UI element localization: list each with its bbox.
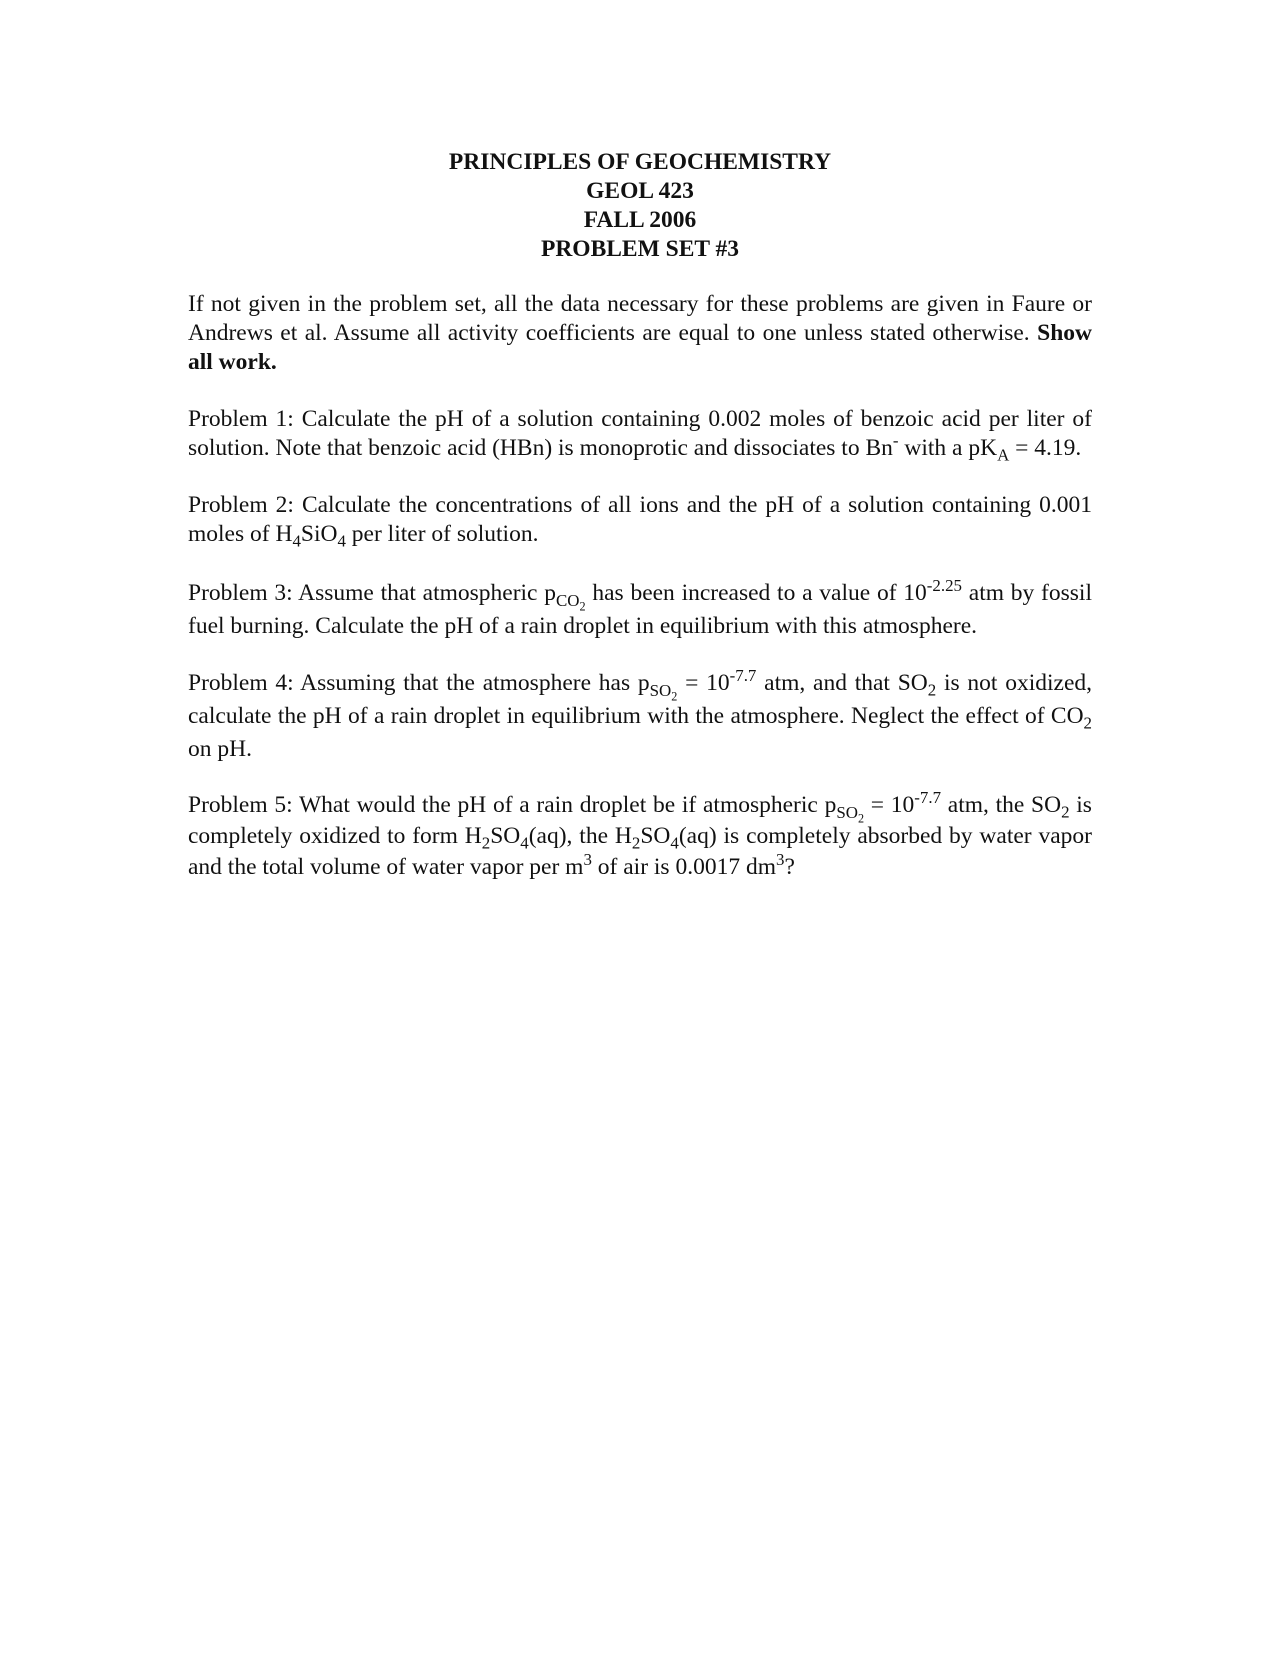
instructions-bold: Show all work. bbox=[188, 320, 1092, 375]
problem-4-sub-so bbox=[649, 680, 678, 704]
problem-4-text-b: = 10 bbox=[677, 670, 730, 696]
problem-2-text-a: Problem 2: Calculate the concentrations of all ions and the pH of a solution containing 0.001 moles of H bbox=[188, 492, 1092, 547]
problem-5-text-e: SO bbox=[490, 823, 521, 849]
problem-1 bbox=[188, 405, 1092, 463]
problem-5-sub-4a: 4 bbox=[520, 833, 529, 853]
problem-5-sup-3b: 3 bbox=[775, 850, 785, 870]
document-header bbox=[188, 148, 1092, 264]
problem-5-text-f: (aq), the H bbox=[528, 823, 632, 849]
problem-4-text-c: atm, and that SO bbox=[756, 670, 928, 696]
problem-2-sub-4a: 4 bbox=[292, 531, 301, 551]
problem-4-sup-exp: -7.7 bbox=[729, 666, 757, 686]
problem-1-text-b: with a pK bbox=[898, 435, 998, 461]
problem-5-sup-3a: 3 bbox=[583, 850, 592, 870]
problem-3-sub-co-2: 2 bbox=[579, 599, 586, 614]
problem-5-sub-4b: 4 bbox=[670, 833, 679, 853]
problem-5-sup-exp: -7.7 bbox=[914, 788, 942, 808]
problem-5-sub-2b: 2 bbox=[481, 833, 491, 853]
instructions-paragraph bbox=[188, 290, 1092, 377]
problem-1-sub-a: A bbox=[997, 445, 1010, 465]
course-title: PRINCIPLES OF GEOCHEMISTRY bbox=[448, 149, 832, 175]
problem-3-text-b: has been increased to a value of 10 bbox=[585, 580, 927, 606]
instructions-text: If not given in the problem set, all the data necessary for these problems are given in Faure or Andrews et al. Assume all activity coefficients are equal to one unless stated otherwise. bbox=[188, 291, 1092, 346]
problem-4-sub-so-text: SO bbox=[649, 680, 672, 700]
problem-4-text-a: Problem 4: Assuming that the atmosphere has p bbox=[188, 670, 650, 696]
problem-5-sub-so bbox=[836, 802, 865, 826]
problem-2-text-c: per liter of solution. bbox=[345, 521, 539, 547]
problem-5-text-g: SO bbox=[640, 823, 671, 849]
problem-5-sub-so-text: SO bbox=[836, 802, 858, 822]
problem-3 bbox=[188, 577, 1092, 643]
problem-3-sub-co bbox=[556, 590, 586, 614]
problem-4-text-d: is not oxidized, calculate the pH of a rain droplet in equilibrium with the atmosphere. Neglect the effect of CO bbox=[188, 670, 1093, 729]
problem-4-sub-2b: 2 bbox=[1083, 713, 1092, 733]
problem-3-text-a: Problem 3: Assume that atmospheric p bbox=[188, 580, 556, 606]
problem-3-sub-co-text: CO bbox=[556, 590, 580, 610]
problem-5-text-c: atm, the SO bbox=[941, 792, 1062, 818]
problem-5-sub-2c: 2 bbox=[631, 833, 641, 853]
problem-5-text-i: of air is 0.0017 dm bbox=[591, 854, 776, 880]
document-page bbox=[188, 148, 1092, 883]
problem-5 bbox=[188, 790, 1092, 883]
problem-4 bbox=[188, 667, 1092, 766]
problem-5-text-j: ? bbox=[784, 854, 795, 880]
problem-2 bbox=[188, 491, 1092, 549]
course-code: GEOL 423 bbox=[586, 178, 694, 204]
problem-3-sup-exp: -2.25 bbox=[926, 576, 963, 596]
problem-4-sub-so-2: 2 bbox=[671, 689, 678, 704]
problem-2-text-b: SiO bbox=[300, 521, 338, 547]
problem-5-text-d: is completely oxidized to form H bbox=[188, 792, 1092, 849]
problem-4-text-e: on pH. bbox=[188, 736, 252, 762]
problem-5-text-b: = 10 bbox=[864, 792, 915, 818]
problem-set-title: PROBLEM SET #3 bbox=[540, 236, 740, 262]
problem-1-text-c: = 4.19. bbox=[1009, 435, 1082, 461]
problem-5-sub-2a: 2 bbox=[1061, 802, 1070, 822]
problem-1-sup-minus: - bbox=[892, 431, 899, 451]
problem-1-text-a: Problem 1: Calculate the pH of a solution containing 0.002 moles of benzoic acid per liter of solution. Note that benzoic acid (HBn) is monoprotic and dissociates to Bn bbox=[188, 406, 1092, 461]
problem-2-sub-4b: 4 bbox=[337, 531, 346, 551]
problem-4-sub-2a: 2 bbox=[927, 680, 937, 700]
term: FALL 2006 bbox=[583, 207, 697, 233]
problem-5-text-a: Problem 5: What would the pH of a rain droplet be if atmospheric p bbox=[188, 792, 837, 818]
problem-5-sub-so-2: 2 bbox=[857, 811, 865, 826]
problem-3-text-c: atm by fossil fuel burning. Calculate the pH of a rain droplet in equilibrium with this atmosphere. bbox=[188, 580, 1092, 639]
problem-5-text-h: (aq) is completely absorbed by water vapor and the total volume of water vapor per m bbox=[188, 823, 1092, 880]
